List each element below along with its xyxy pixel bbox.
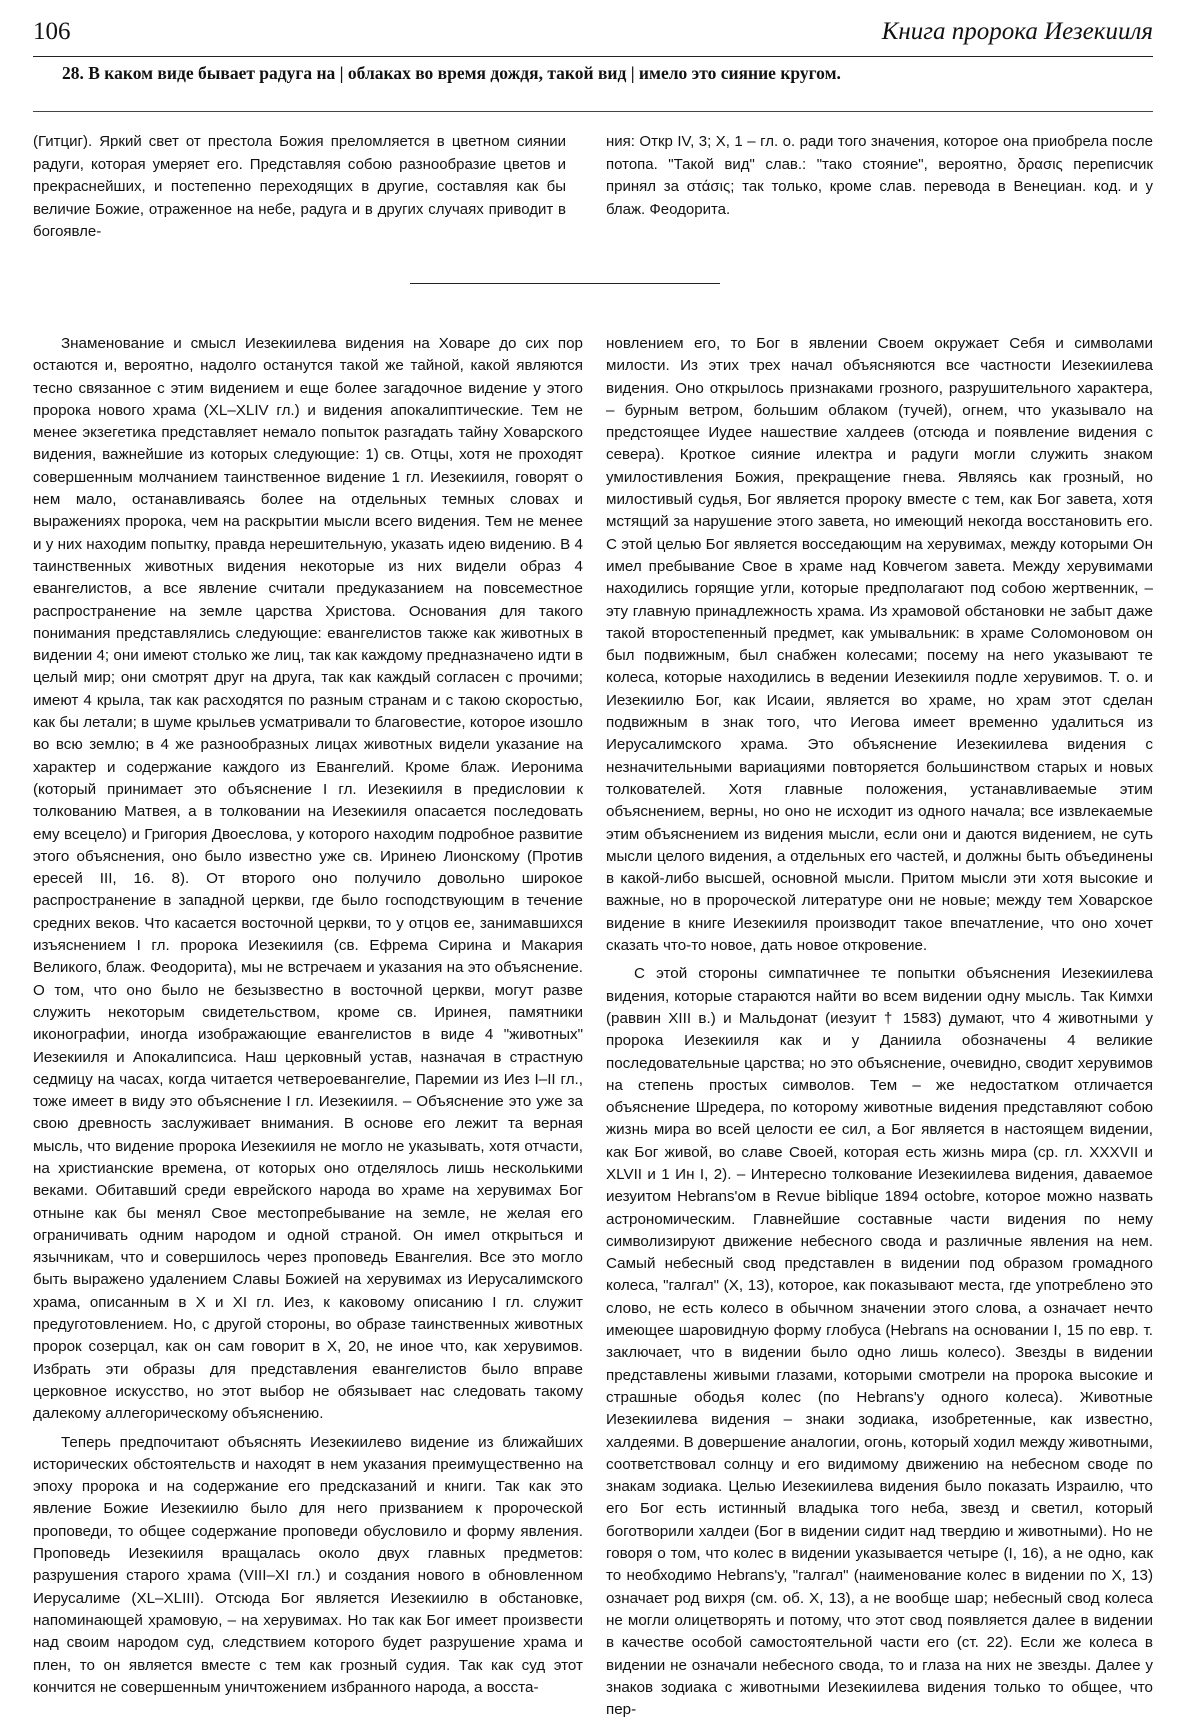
verse-text: 28. В каком виде бывает радуга на | облаках во время дождя, такой вид | имело это сияние кругом. bbox=[62, 63, 841, 83]
body-paragraph: Теперь предпочитают объяснять Иезекиилево видение из ближайших исторических обстоятельств и находят в нем указания преимущественно на эпоху пророка и на содержание его предсказаний и книги. Так как это явление Божие Иезекиилю было для него призванием к пророческой проповеди, то общее содержание проповеди обусловило и форму явления. Проповедь Иезекииля вращалась около двух главных предметов: разрушения старого храма (VIII–XI гл.) и создания нового в обновленном Иерусалиме (XL–XLIII). Отсюда Бог является Иезекиилю в обстановке, напоминающей храмовую, – на херувимах. Но так как Бог имеет произвести над своим народом суд, следствием которого будет разрушение храма и плен, то он является вместе с тем как грозный судия. Так как суд этот кончится не совершенным уничтожением избранного народа, а восста- bbox=[33, 1433, 583, 1696]
body-paragraph: новлением его, то Бог в явлении Своем окружает Себя и символами милости. Из этих трех начал объясняются все частности Иезекиилева видения. Оно открылось признаками грозного, разрушительного характера, – бурным ветром, большим облаком (тучей), огнем, что указывало на предстоящее Иудее нашествие халдеев (отсюда и появление видения с севера). Кроткое сияние илектра и радуги могли служить знаком умилостивления Божия, прекращение гнева. Являясь как грозный, но милостивый судья, Бог является пророку вместе с тем, как Бог завета, хотя мстящий за нарушение этого завета, но имеющий некогда восстановить его. С этой целью Бог является восседающим на херувимах, между которыми Он имел пребывание Свое в храме над Ковчегом завета. Между херувимами находились горящие угли, которые предполагают под собою жертвенник, – эту главную принадлежность храма. Из храмовой обстановки не забыт даже такой второстепенный предмет, как умывальник: в храме Соломоновом он был подвижным, был снабжен колесами; посему на него указывают те колеса, которые находились в ведении Иезекииля подле херувимов. Т. о. и Иезекиилю Бог, как Исаии, является во храме, но храм этот сделан подвижным в знак того, что Иегова имеет временно удалиться из Иерусалимского храма. Это объяснение Иезекиилева видения с незначительными вариациями повторяется большинством старых и новых толкователей. Хотя главные положения, устанавливаемые этим объяснением, верны, но оно не исходит из одного начала; все извлекаемые этим объяснением из видения мысли, если они и даются видением, не суть мысли целого видения, а отдельных его частей, и должны быть объединены в какой-либо высшей, основной мысли. Притом мысли эти хотя высокие и важные, но в пророческой литературе они не новые; между тем Ховарское видение в книге Иезекииля производит такое впечатление, что оно хочет сказать что-то новое, дать новое откровение. bbox=[606, 335, 1153, 955]
body-column-left bbox=[33, 333, 583, 1699]
commentary-note-left: (Гитциг). Яркий свет от престола Божия преломляется в цветном сиянии радуги, которая умеряет его. Представляя собою разнообразие цветов и прекраснейших, и постепенно переходящих в другие, составляя как бы величие Божие, отраженное на небе, радуга и в других случаях приводит в богоявле- bbox=[33, 133, 566, 240]
commentary-note-right: ния: Откр IV, 3; X, 1 – гл. о. ради того значения, которое она приобрела после потопа. "Такой вид" слав.: "тако стояние", вероятно, δρασις переписчик принял за στάσις; так только, кроме слав. перевода в Венециан. код. и у блаж. Феодорита. bbox=[606, 133, 1153, 218]
body-paragraph: С этой стороны симпатичнее те попытки объяснения Иезекиилева видения, которые стараются найти во всем видении одну мысль. Так Кимхи (раввин XIII в.) и Мальдонат (иезуит † 1583) думают, что 4 животными у пророка Иезекииля как и у Даниила обозначены 4 великие последовательные царства; но это объяснение, очевидно, сводит херувимов на степень простых символов. Тем – же недостатком отличается объяснение Шредера, по которому животные видения представляют собою жизнь мира во всей целости ее сил, а Бог является в настоящем видении, как Бог живой, во славе Своей, которая есть жизнь мира (ср. гл. XXXVII и XLVII и 1 Ин I, 2). – Интересно толкование Иезекиилева видения, даваемое иезуитом Hebrans'ом в Revue biblique 1894 octobre, которое можно назвать астрономическим. Главнейшие составные части видения по нему символизируют движение небесного свода и различные явления на нем. Самый небесный свод представлен в видении под образом громадного колеса, "галгал" (X, 13), которое, как показывают места, где употреблено это слово, не есть колесо в обычном значении этого слова, а означает нечто имеющее шаровидную форму глобуса (Hebrans на основании I, 15 по евр. т. заключает, что в видении было одно лишь колесо). Звезды в видении представлены живыми глазами, которыми смотрели на пророка высокие и страшные ободья колес (по Hebrans'у одного колеса). Животные Иезекиилева видения – знаки зодиака, изобретенные, как известно, халдеями. В довершение аналогии, огонь, который ходил между животными, соответствовал солнцу и его видимому движению на небесном своде по знакам зодиака. Целью Иезекиилева видения было показать Израилю, что его Бог есть истинный владыка того неба, звезд и светил, который боготворили халдеи (Бог в видении сидит над твердию и животными). Но не говоря о том, что колес в видении указывается четыре (I, 16), а не одно, как то необходимо Hebrans'у, "галгал" (наименование колес в видении по X, 13) означает род вихря (см. об. X, 13), а не вообще шар; небесный свод колеса не могли олицетворять и потому, что этот свод появляется далее в видении в качестве особой самостоятельной части его (ст. 22). Если же колеса в видении не означали небесного свода, то и глаза на них не звезды. Далее у знаков зодиака с животными Иезекиилева видения только то общее, что пер- bbox=[606, 965, 1153, 1719]
section-divider bbox=[410, 283, 720, 284]
body-column-right bbox=[606, 333, 1153, 1721]
body-paragraph: Знаменование и смысл Иезекиилева видения на Ховаре до сих пор остаются и, вероятно, надолго останутся такой же тайной, какой являются тесно связанное с этим видением и еще более загадочное видение у этого пророка нового храма (XL–XLIV гл.) и видения апокалиптические. Тем не менее экзегетика представляет немало попыток разгадать тайну Ховарского видения, важнейшие из которых следующие: 1) св. Отцы, хотя не проходят совершенным молчанием таинственное видение 1 гл. Иезекииля, говорят о нем мало, останавливаясь более на отдельных темных словах и выражениях пророка, чем на раскрытии мысли всего видения. Тем не менее и у них находим попытку, правда нерешительную, указать идею видению. В 4 таинственных животных видения некоторые из них видели образ 4 евангелистов, а все явление считали предуказанием на повсеместное распространение на земле царства Христова. Основания для такого понимания представлялись следующие: евангелистов также как животных в видении 4; они имеют столько же лиц, так как каждому предназначено идти в целый мир; они смотрят друг на друга, так как каждый согласен с прочими; имеют 4 крыла, так как расходятся по разным странам и с такою скоростью, как бы летали; в шуме крыльев усматривали то благовестие, которое изошло во всю землю; в 4 же разнообразных лицах животных видели указание на характер и содержание каждого из Евангелий. Кроме блаж. Иеронима (который принимает это объяснение I гл. Иезекииля в предисловии к толкованию Матвея, а в толковании на Иезекииля опасается последовать ему всецело) и Григория Двоеслова, у которого находим подробное развитие этого объяснения, оно было известно уже св. Иринею Лионскому (Против ересей III, 16. 8). От второго оно получило довольно широкое распространение в западной церкви, где было господствующим в течение средних веков. Что касается восточной церкви, то у отцов ее, занимавшихся изъяснением I гл. пророка Иезекииля (св. Ефрема Сирина и Макария Великого, блаж. Феодорита), мы не встречаем и указания на это объяснение. О том, что оно было не безызвестно в восточной церкви, могут разве служить некоторым свидетельством, кроме св. Иринея, памятники иконографии, иногда изображающие евангелистов в виде 4 "животных" Иезекииля и Апокалипсиса. Наш церковный устав, назначая в страстную седмицу на часах, когда читается четвероевангелие, Паремии из Иез I–II гл., тоже имеет в виду это объяснение I гл. Иезекииля. – Объяснение это уже за свою древность заслуживает внимания. В основе его лежит та верная мысль, что видение пророка Иезекииля не могло не указывать, хотя отчасти, на христианские времена, от которых оно отделялось лишь несколькими веками. Обитавший среди еврейского народа во храме на херувимах Бог отныне как бы менял Свое местопребывание на земле, не желая его ограничивать одним народом и одной страной. Он имел открыться и язычникам, что и совершилось через проповедь Евангелия. Все это могло быть выражено удалением Славы Божией на херувимах из Иерусалимского храма, описанным в X и XI гл. Иез, к каковому описанию I гл. служит предуготовлением. Но, с другой стороны, во образе таинственных животных пророк созерцал, как он сам говорит в X, 20, не иное что, как херувимов. Избрать эти образы для представления евангелистов было вправе церковное искусство, но этот выбор не обязывает нас следовать такому далекому аллегорическому объяснению. bbox=[33, 335, 583, 1423]
running-title: Книга пророка Иезекииля bbox=[881, 18, 1153, 45]
verse-rule bbox=[33, 111, 1153, 112]
page-number: 106 bbox=[33, 18, 71, 45]
header-rule bbox=[33, 56, 1153, 57]
